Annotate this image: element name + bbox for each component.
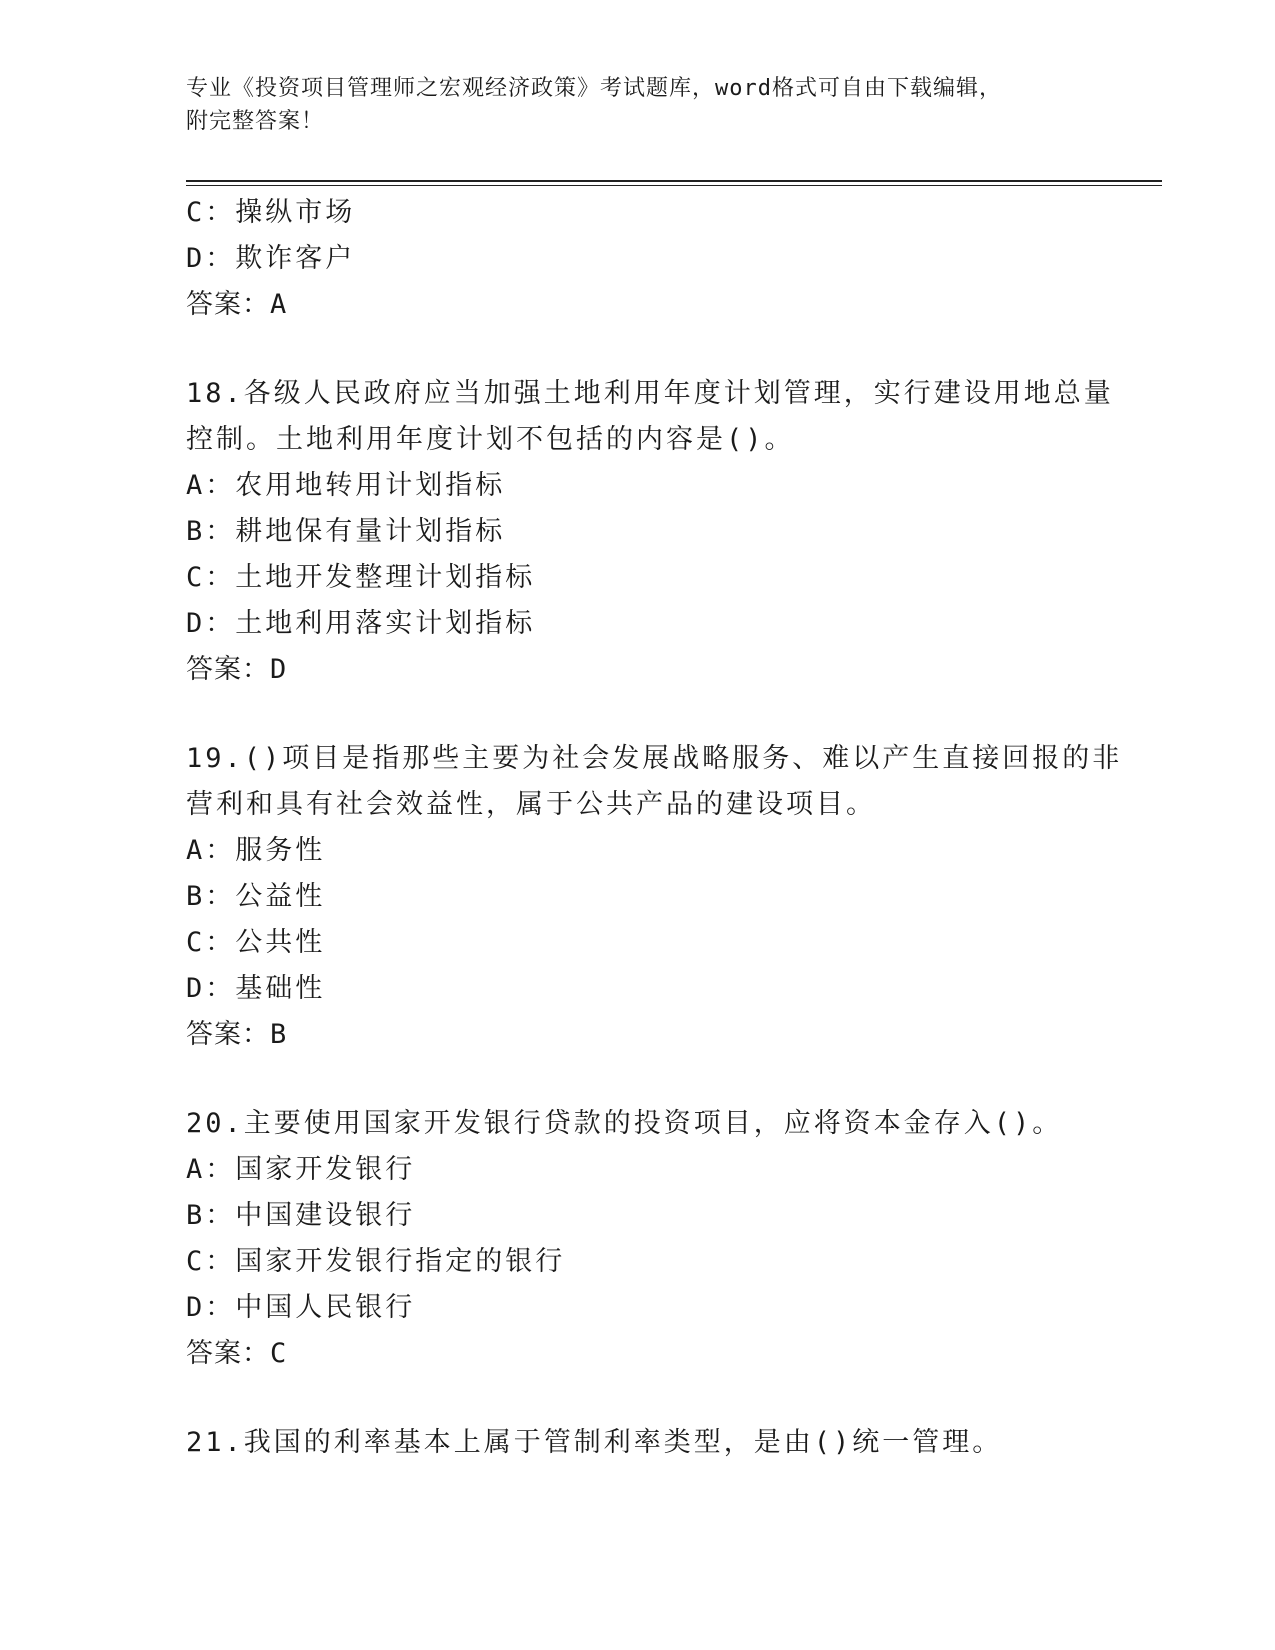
option-d: D：土地利用落实计划指标 <box>186 608 536 639</box>
answer-line <box>186 647 1086 693</box>
answer-value: B <box>270 1019 290 1050</box>
option-c: C：土地开发整理计划指标 <box>186 562 536 593</box>
question-17-tail <box>186 190 1086 328</box>
option-d: D：中国人民银行 <box>186 1292 416 1323</box>
question-text: 21.我国的利率基本上属于管制利率类型，是由()统一管理。 <box>186 1427 1003 1458</box>
question-19 <box>186 736 1123 1058</box>
answer-value: C <box>270 1338 290 1369</box>
header-line-2: 附完整答案！ <box>186 109 325 134</box>
header-line-1: 专业《投资项目管理师之宏观经济政策》考试题库，word格式可自由下载编辑， <box>186 76 1002 101</box>
question-text: 20.主要使用国家开发银行贷款的投资项目，应将资本金存入()。 <box>186 1108 1063 1139</box>
option-d: D：欺诈客户 <box>186 243 356 274</box>
option-b: B：中国建设银行 <box>186 1200 416 1231</box>
option-c: C：公共性 <box>186 927 326 958</box>
option-b: B：公益性 <box>186 881 326 912</box>
option-d: D：基础性 <box>186 973 326 1004</box>
question-text: 控制。土地利用年度计划不包括的内容是()。 <box>186 424 795 455</box>
answer-line <box>186 1012 1086 1058</box>
answer-value: D <box>270 654 290 685</box>
option-a: A：农用地转用计划指标 <box>186 470 506 501</box>
answer-label: 答案： <box>186 1019 270 1050</box>
document-header <box>186 72 1086 138</box>
answer-line <box>186 282 1086 328</box>
question-text: 19.()项目是指那些主要为社会发展战略服务、难以产生直接回报的非 <box>186 743 1123 774</box>
question-21 <box>186 1420 1086 1466</box>
question-text: 18.各级人民政府应当加强土地利用年度计划管理，实行建设用地总量 <box>186 378 1114 409</box>
option-a: A：服务性 <box>186 835 326 866</box>
option-c: C：操纵市场 <box>186 197 356 228</box>
header-rule <box>186 180 1162 182</box>
question-text: 营利和具有社会效益性，属于公共产品的建设项目。 <box>186 789 876 820</box>
answer-label: 答案： <box>186 654 270 685</box>
answer-line <box>186 1331 1086 1377</box>
option-c: C：国家开发银行指定的银行 <box>186 1246 566 1277</box>
option-a: A：国家开发银行 <box>186 1154 416 1185</box>
option-b: B：耕地保有量计划指标 <box>186 516 506 547</box>
question-18 <box>186 371 1114 693</box>
question-list <box>186 190 1123 1466</box>
header-rule-thin <box>186 185 1162 186</box>
question-20 <box>186 1101 1086 1377</box>
answer-value: A <box>270 289 287 320</box>
answer-label: 答案： <box>186 289 270 320</box>
answer-label: 答案： <box>186 1338 270 1369</box>
